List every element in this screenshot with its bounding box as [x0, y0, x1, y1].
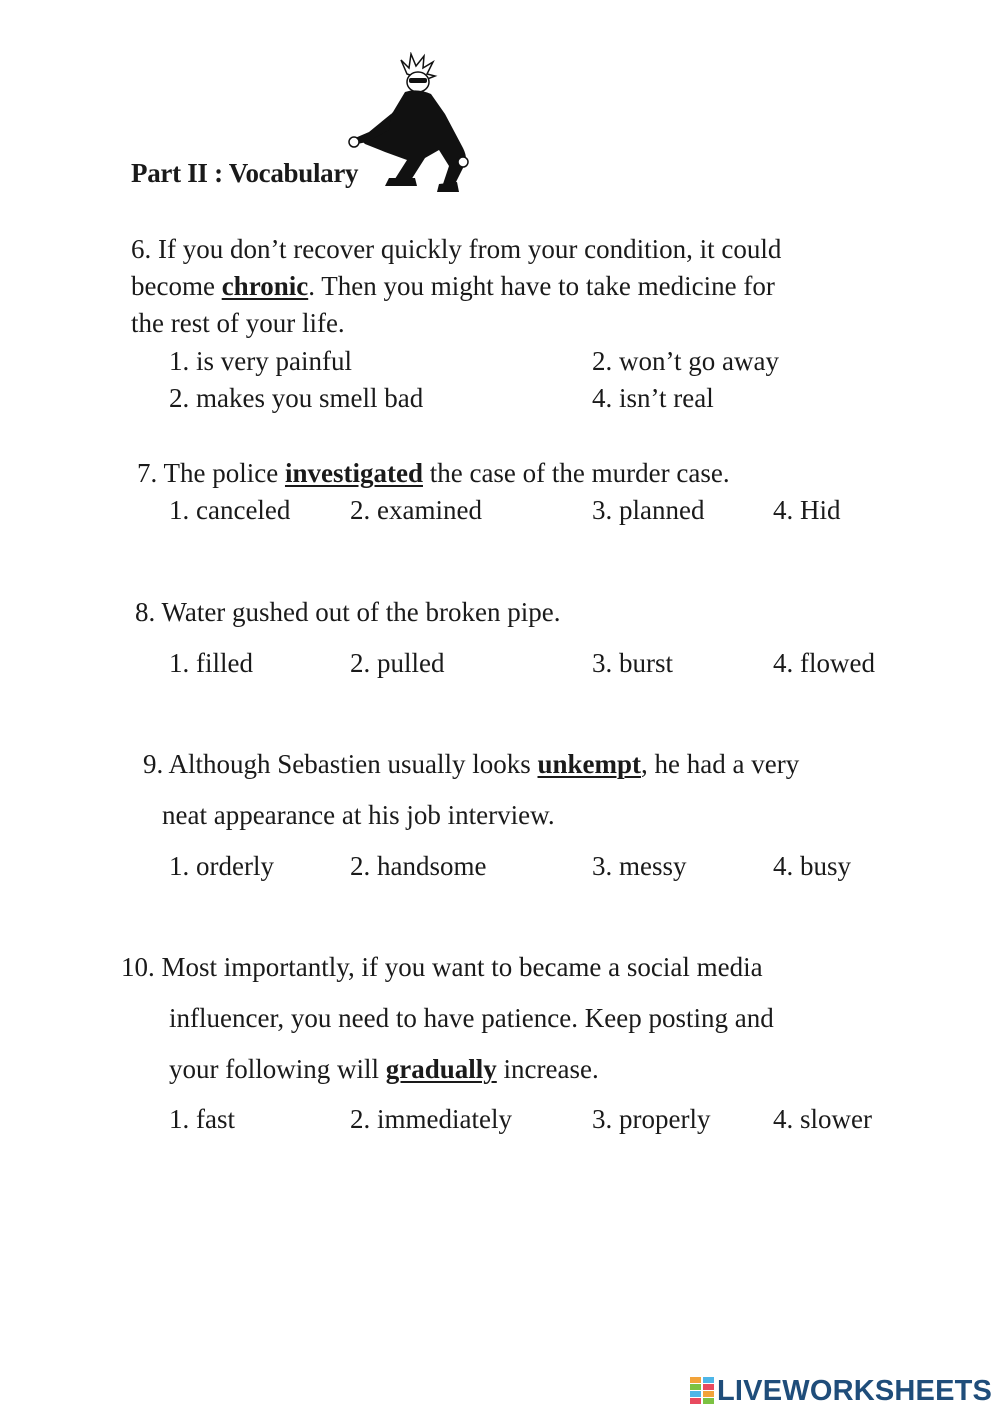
crouching-figure-illustration [345, 52, 475, 194]
question-text: become [131, 271, 222, 301]
question-text: your following will [169, 1054, 386, 1084]
question-text: , he had a very [641, 749, 800, 779]
question-text: 6. If you don’t recover quickly from your condition, it could [131, 234, 782, 264]
question-6-line-1 [131, 231, 781, 267]
question-7-option-4[interactable]: 4. Hid [773, 495, 841, 525]
liveworksheets-logo-text: LIVEWORKSHEETS [717, 1374, 993, 1407]
question-text: 8. Water gushed out of the broken pipe. [135, 597, 561, 627]
question-10-option-3[interactable]: 3. properly [592, 1104, 711, 1134]
question-text: the case of the murder case. [422, 458, 730, 488]
question-7-option-2[interactable]: 2. examined [350, 495, 482, 525]
question-9-line-2 [162, 797, 555, 833]
question-10-option-4[interactable]: 4. slower [773, 1104, 872, 1134]
question-6-option-3[interactable]: 2. makes you smell bad [169, 383, 424, 413]
question-text: influencer, you need to have patience. Keep posting and [169, 1003, 774, 1033]
question-text: the rest of your life. [131, 308, 345, 338]
question-10-line-2 [169, 1000, 774, 1036]
question-8-option-4[interactable]: 4. flowed [773, 648, 875, 678]
question-7-option-3[interactable]: 3. planned [592, 495, 705, 525]
question-6-option-4[interactable]: 4. isn’t real [592, 383, 714, 413]
question-10-option-2[interactable]: 2. immediately [350, 1104, 512, 1134]
question-8-line-1 [135, 594, 560, 630]
question-8-option-1[interactable]: 1. filled [169, 648, 253, 678]
question-10-option-1[interactable]: 1. fast [169, 1104, 235, 1134]
question-6-option-1[interactable]: 1. is very painful [169, 346, 352, 376]
question-text: 10. Most importantly, if you want to became a social media [121, 952, 763, 982]
keyword-gradually: gradually [385, 1054, 497, 1084]
question-6-line-3 [131, 305, 345, 341]
question-text: 9. Although Sebastien usually looks [143, 749, 538, 779]
keyword-unkempt: unkempt [537, 749, 642, 779]
question-7-line-1 [137, 455, 730, 491]
question-text: increase. [496, 1054, 599, 1084]
liveworksheets-logo-icon [690, 1377, 714, 1405]
question-text: . Then you might have to take medicine for [308, 271, 775, 301]
question-6-option-2[interactable]: 2. won’t go away [592, 346, 779, 376]
question-text: neat appearance at his job interview. [162, 800, 555, 830]
liveworksheets-logo [690, 1374, 992, 1408]
question-text: 7. The police [137, 458, 285, 488]
keyword-chronic: chronic [221, 271, 309, 301]
question-9-option-4[interactable]: 4. busy [773, 851, 852, 881]
question-9-option-1[interactable]: 1. orderly [169, 851, 274, 881]
question-9-option-2[interactable]: 2. handsome [350, 851, 487, 881]
question-8-option-3[interactable]: 3. burst [592, 648, 673, 678]
question-7-option-1[interactable]: 1. canceled [169, 495, 291, 525]
question-10-line-3 [169, 1051, 599, 1087]
section-title: Part II : Vocabulary [131, 158, 359, 188]
question-10-line-1 [121, 949, 763, 985]
question-9-line-1 [143, 746, 799, 782]
question-8-option-2[interactable]: 2. pulled [350, 648, 445, 678]
question-9-option-3[interactable]: 3. messy [592, 851, 687, 881]
question-6-line-2 [131, 268, 775, 304]
keyword-investigated: investigated [284, 458, 423, 488]
